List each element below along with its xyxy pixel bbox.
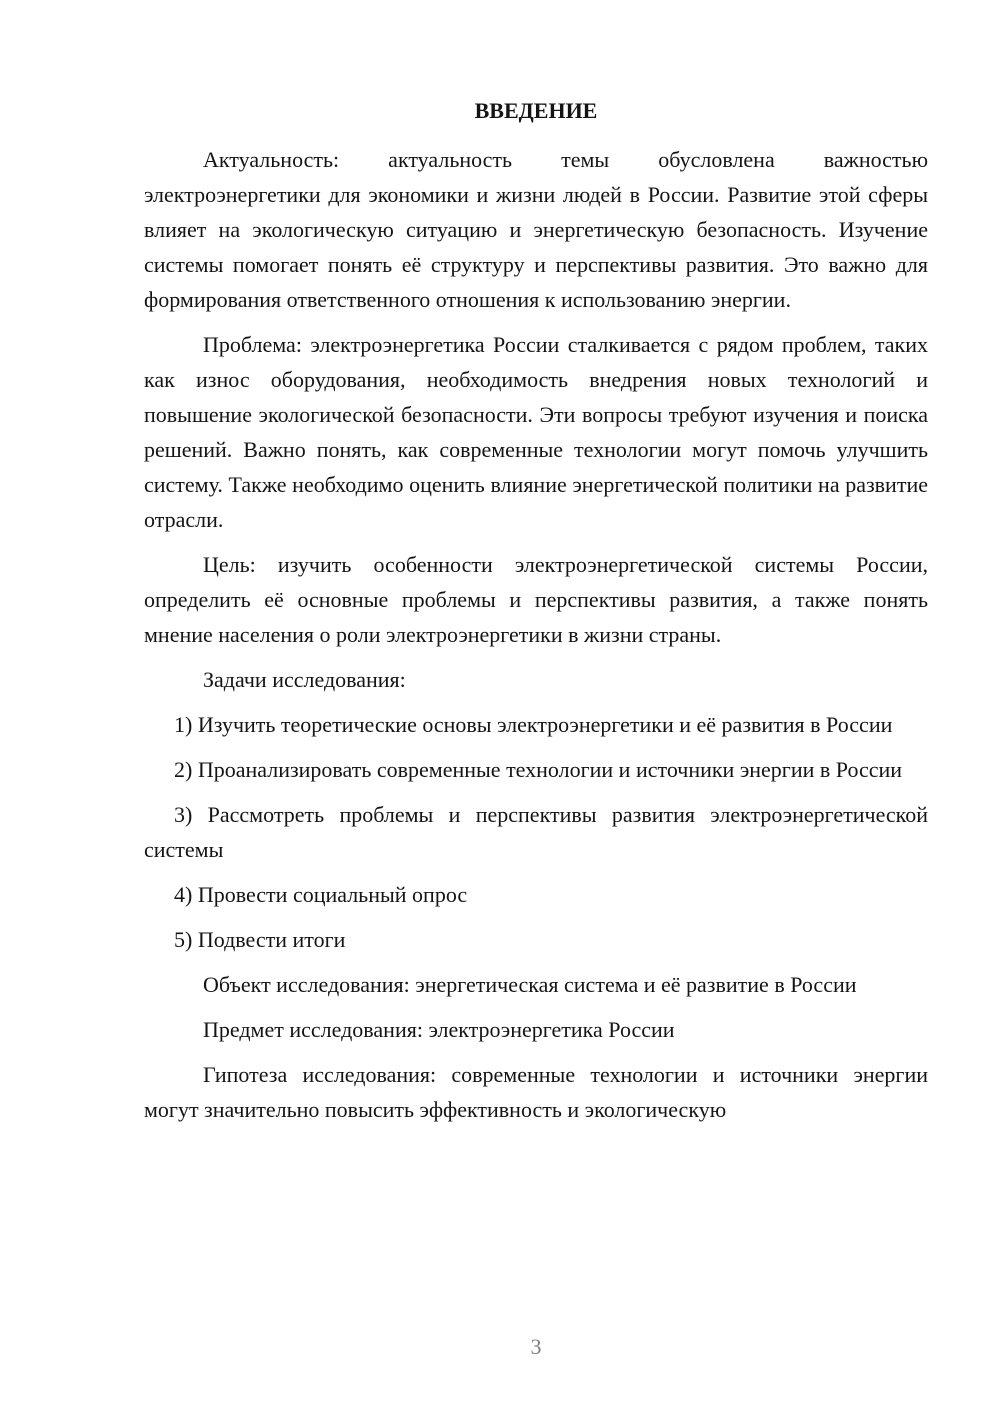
task-item-1: 1) Изучить теоретические основы электроэнергетики и её развития в России — [174, 712, 893, 737]
task-item-3: 3) Рассмотреть проблемы и перспективы развития электроэнергетической системы — [144, 802, 928, 862]
task-item-4: 4) Провести социальный опрос — [174, 882, 468, 907]
paragraph-hypothesis: Гипотеза исследования: современные технологии и источники энергии могут значительно повысить эффективность и экологическую — [144, 1062, 928, 1122]
task-item-2: 2) Проанализировать современные технологии и источники энергии в России — [174, 757, 903, 782]
paragraph-goal: Цель: изучить особенности электроэнергетической системы России, определить её основные проблемы и перспективы развития, а также понять мнение населения о роли электроэнергетики в жизни страны. — [144, 552, 928, 647]
paragraph-object: Объект исследования: энергетическая система и её развитие в России — [203, 972, 857, 997]
document-body — [144, 142, 928, 1127]
page-title: ВВЕДЕНИЕ — [474, 98, 598, 123]
paragraph-relevance: Актуальность: актуальность темы обусловлена важностью электроэнергетики для экономики и жизни людей в России. Развитие этой сферы влияет на экологическую ситуацию и энергетическую безопасность. Изучение системы помогает понять её структуру и перспективы развития. Это важно для формирования ответственного отношения к использованию энергии. — [144, 147, 928, 312]
paragraph-subject: Предмет исследования: электроэнергетика России — [203, 1017, 675, 1042]
page-number: 3 — [530, 1334, 542, 1359]
paragraph-tasks-heading: Задачи исследования: — [203, 667, 406, 692]
task-item-5: 5) Подвести итоги — [174, 927, 346, 952]
paragraph-problem: Проблема: электроэнергетика России сталкивается с рядом проблем, таких как износ оборудования, необходимость внедрения новых технологий и повышение экологической безопасности. Эти вопросы требуют изучения и поиска решений. Важно понять, как современные технологии могут помочь улучшить систему. Также необходимо оценить влияние энергетической политики на развитие отрасли. — [144, 332, 928, 532]
